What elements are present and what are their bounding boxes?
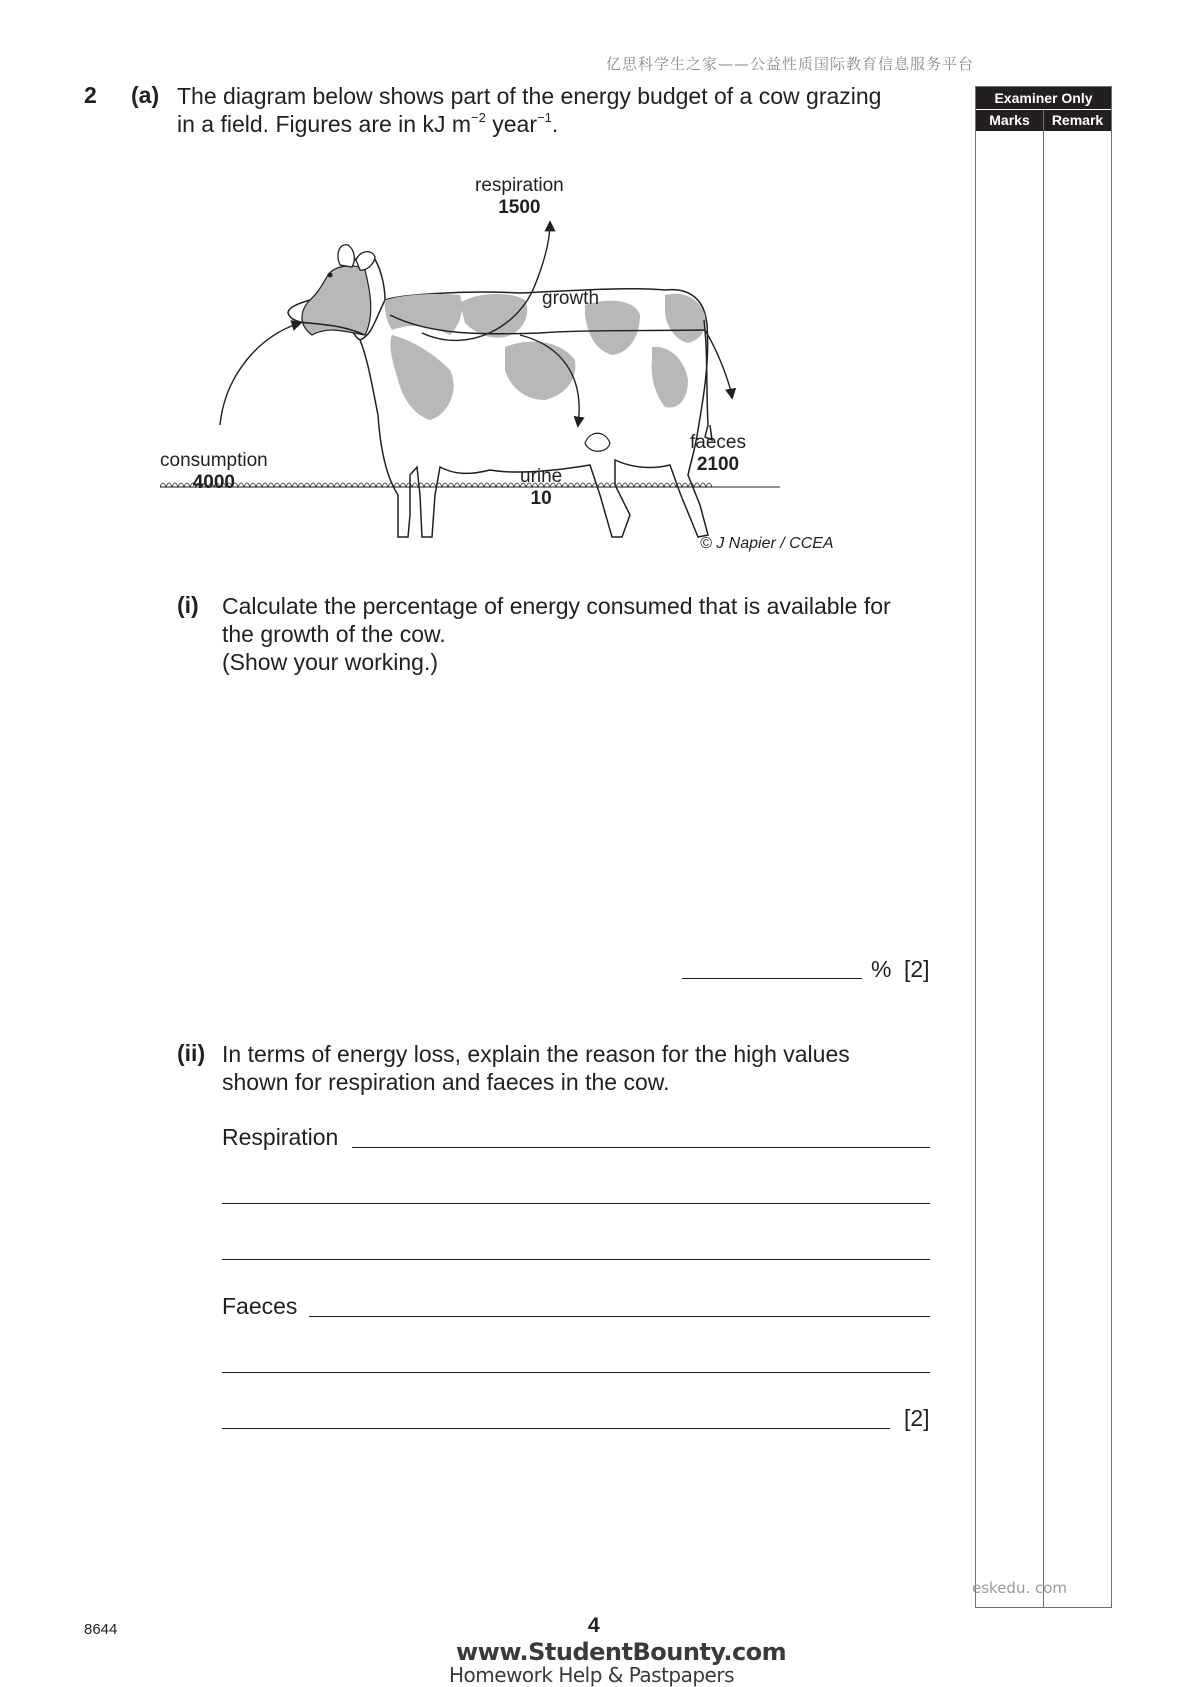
- consumption-text: consumption: [160, 450, 268, 471]
- cow-eye: [328, 273, 333, 278]
- part-i-line-2: the growth of the cow.: [222, 621, 446, 647]
- remark-column-header: Remark: [1044, 110, 1111, 131]
- part-ii-line-1: In terms of energy loss, explain the reason for the high values: [222, 1041, 850, 1067]
- faeces-value: 2100: [696, 454, 740, 475]
- respiration-value: 1500: [498, 197, 541, 218]
- respiration-answer-line-2[interactable]: [222, 1203, 930, 1204]
- respiration-answer-label: Respiration: [222, 1124, 339, 1150]
- unit-exponent-2: −1: [536, 110, 552, 126]
- respiration-label: [475, 175, 564, 219]
- faeces-text: faeces: [690, 432, 746, 453]
- percentage-answer-field[interactable]: [682, 978, 862, 979]
- respiration-text: respiration: [475, 175, 564, 196]
- urine-label: [520, 466, 562, 510]
- question-part-label: (a): [131, 82, 160, 108]
- question-stem: [177, 82, 937, 138]
- percentage-unit: %: [871, 956, 892, 982]
- respiration-answer-line-1[interactable]: [352, 1147, 930, 1148]
- faeces-label: [690, 432, 746, 476]
- studentbounty-tagline: Homework Help & Pastpapers: [449, 1663, 734, 1687]
- part-i-line-1: Calculate the percentage of energy consumed that is available for: [222, 593, 891, 619]
- question-stem-line-2: [177, 110, 937, 138]
- image-credit: © J Napier / CCEA: [700, 535, 834, 552]
- question-number: 2: [84, 82, 97, 108]
- faeces-answer-label: Faeces: [222, 1293, 298, 1319]
- consumption-label: [160, 450, 268, 494]
- examiner-column: [975, 86, 1112, 1608]
- respiration-answer-line-3[interactable]: [222, 1259, 930, 1260]
- header-watermark: 亿思科学生之家——公益性质国际教育信息服务平台: [605, 55, 974, 73]
- studentbounty-logo: www.StudentBounty.com: [456, 1638, 787, 1666]
- part-i-question: [222, 592, 942, 676]
- urine-text: urine: [520, 466, 563, 487]
- faeces-answer-line-3[interactable]: [222, 1428, 890, 1429]
- cow-head-patch: [302, 266, 371, 335]
- consumption-arrow: [220, 323, 300, 425]
- faeces-answer-line-1[interactable]: [309, 1316, 930, 1317]
- page-number: 4: [588, 1614, 600, 1637]
- part-ii-question: [222, 1040, 942, 1096]
- part-ii-marks: [2]: [904, 1405, 930, 1431]
- unit-exponent-1: −2: [471, 110, 486, 126]
- cow-ear: [338, 245, 354, 267]
- faeces-answer-line-2[interactable]: [222, 1372, 930, 1373]
- energy-budget-diagram: [160, 175, 860, 555]
- part-i-marks: [2]: [904, 956, 930, 982]
- urine-value: 10: [530, 488, 552, 509]
- consumption-value: 4000: [192, 472, 235, 493]
- stem-units-year: year: [485, 111, 537, 137]
- examiner-title: Examiner Only: [976, 87, 1111, 109]
- stem-units-text: in a field. Figures are in kJ m: [177, 111, 472, 137]
- question-stem-line-1: The diagram below shows part of the energy budget of a cow grazing: [177, 83, 882, 109]
- stem-end: .: [551, 111, 559, 137]
- part-i-line-3: (Show your working.): [222, 649, 439, 675]
- side-watermark: eskedu. com: [972, 1579, 1068, 1597]
- part-i-label: (i): [177, 592, 199, 618]
- part-ii-line-2: shown for respiration and faeces in the cow.: [222, 1069, 670, 1095]
- marks-column-header: Marks: [976, 110, 1043, 131]
- part-ii-label: (ii): [177, 1040, 206, 1066]
- cow-illustration: [160, 175, 860, 555]
- growth-label: growth: [542, 288, 600, 309]
- examiner-divider: [1043, 110, 1044, 1607]
- paper-code: 8644: [84, 1621, 118, 1638]
